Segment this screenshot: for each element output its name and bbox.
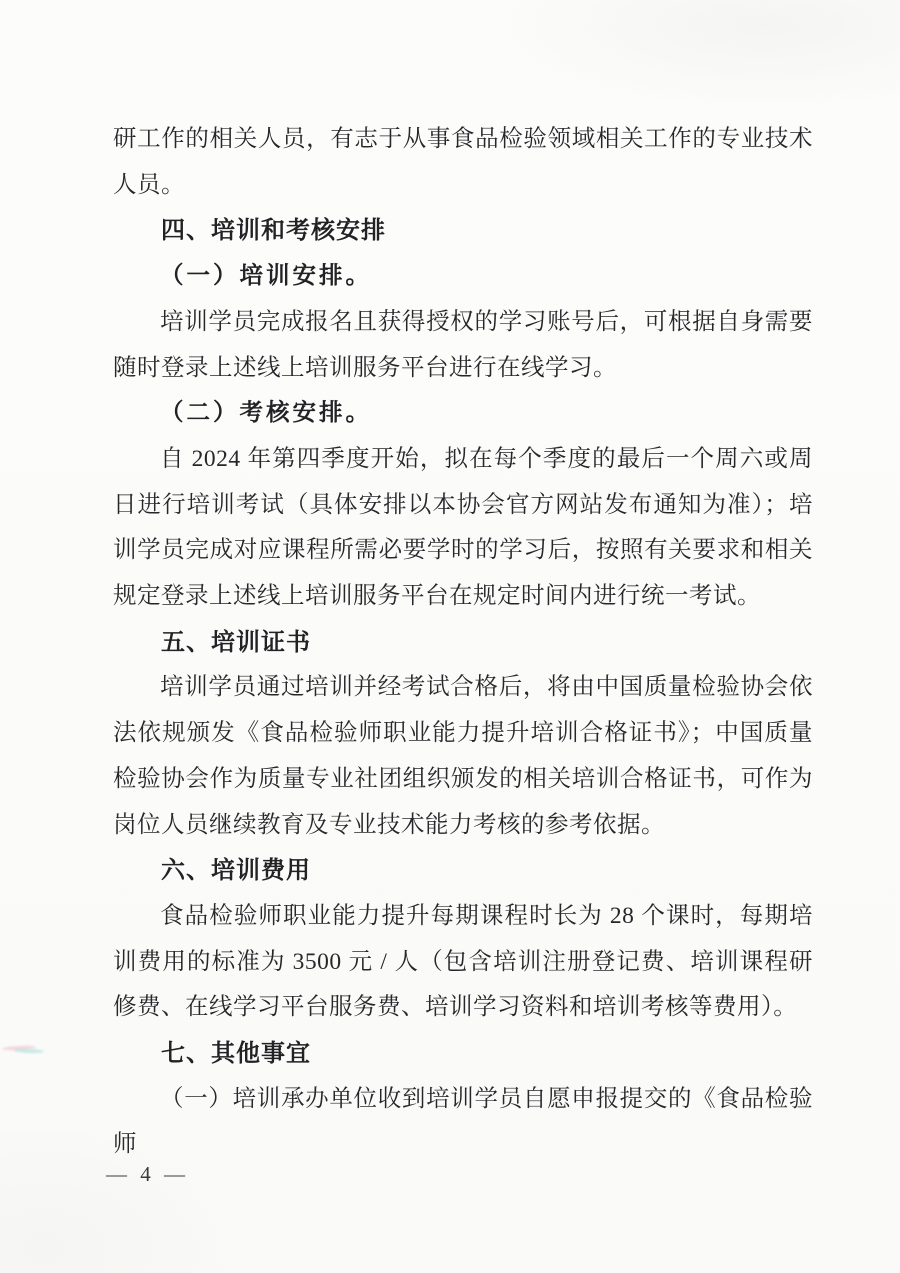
block-paragraph-11: （一）培训承办单位收到培训学员自愿申报提交的《食品检验师 [113,1085,813,1158]
smear-pink-stroke [2,1045,36,1051]
document-body [113,117,813,1168]
block-heading-10: 七、其他事宜 [161,1040,311,1068]
smear-teal-stroke [14,1048,44,1053]
block-heading-1: 四、培训和考核安排 [161,217,386,245]
block-heading-8: 六、培训费用 [161,857,311,885]
block-paragraph-3: 培训学员完成报名且获得授权的学习账号后，可根据自身需要随时登录上述线上培训服务平台进行在线学习。 [113,308,813,381]
page-number: — 4 — [106,1162,189,1186]
block-subheading-2: （一）培训安排。 [160,263,372,290]
block-paragraph-5: 自 2024 年第四季度开始，拟在每个季度的最后一个周六或周日进行培训考试（具体安排以本协会官方网站发布通知为准）；培训学员完成对应课程所需必要学时的学习后，按照有关要求和相关规定登录上述线上培训服务平台在规定时间内进行统一考试。 [113,445,813,610]
block-paragraph-9: 食品检验师职业能力提升每期课程时长为 28 个课时，每期培训费用的标准为 3500 元 / 人（包含培训注册登记费、培训课程研修费、在线学习平台服务费、培训学习资料和培训考核等费用）。 [113,902,813,1021]
block-paragraph-continuation-0: 研工作的相关人员，有志于从事食品检验领域相关工作的专业技术人员。 [113,126,813,198]
scanner-smear-mark [0,1044,46,1056]
block-heading-6: 五、培训证书 [161,628,311,656]
block-subheading-4: （二）考核安排。 [160,400,372,427]
block-paragraph-7: 培训学员通过培训并经考试合格后，将由中国质量检验协会依法依规颁发《食品检验师职业能力提升培训合格证书》；中国质量检验协会作为质量专业社团组织颁发的相关培训合格证书，可作为岗位人员继续教育及专业技术能力考核的参考依据。 [113,674,813,838]
